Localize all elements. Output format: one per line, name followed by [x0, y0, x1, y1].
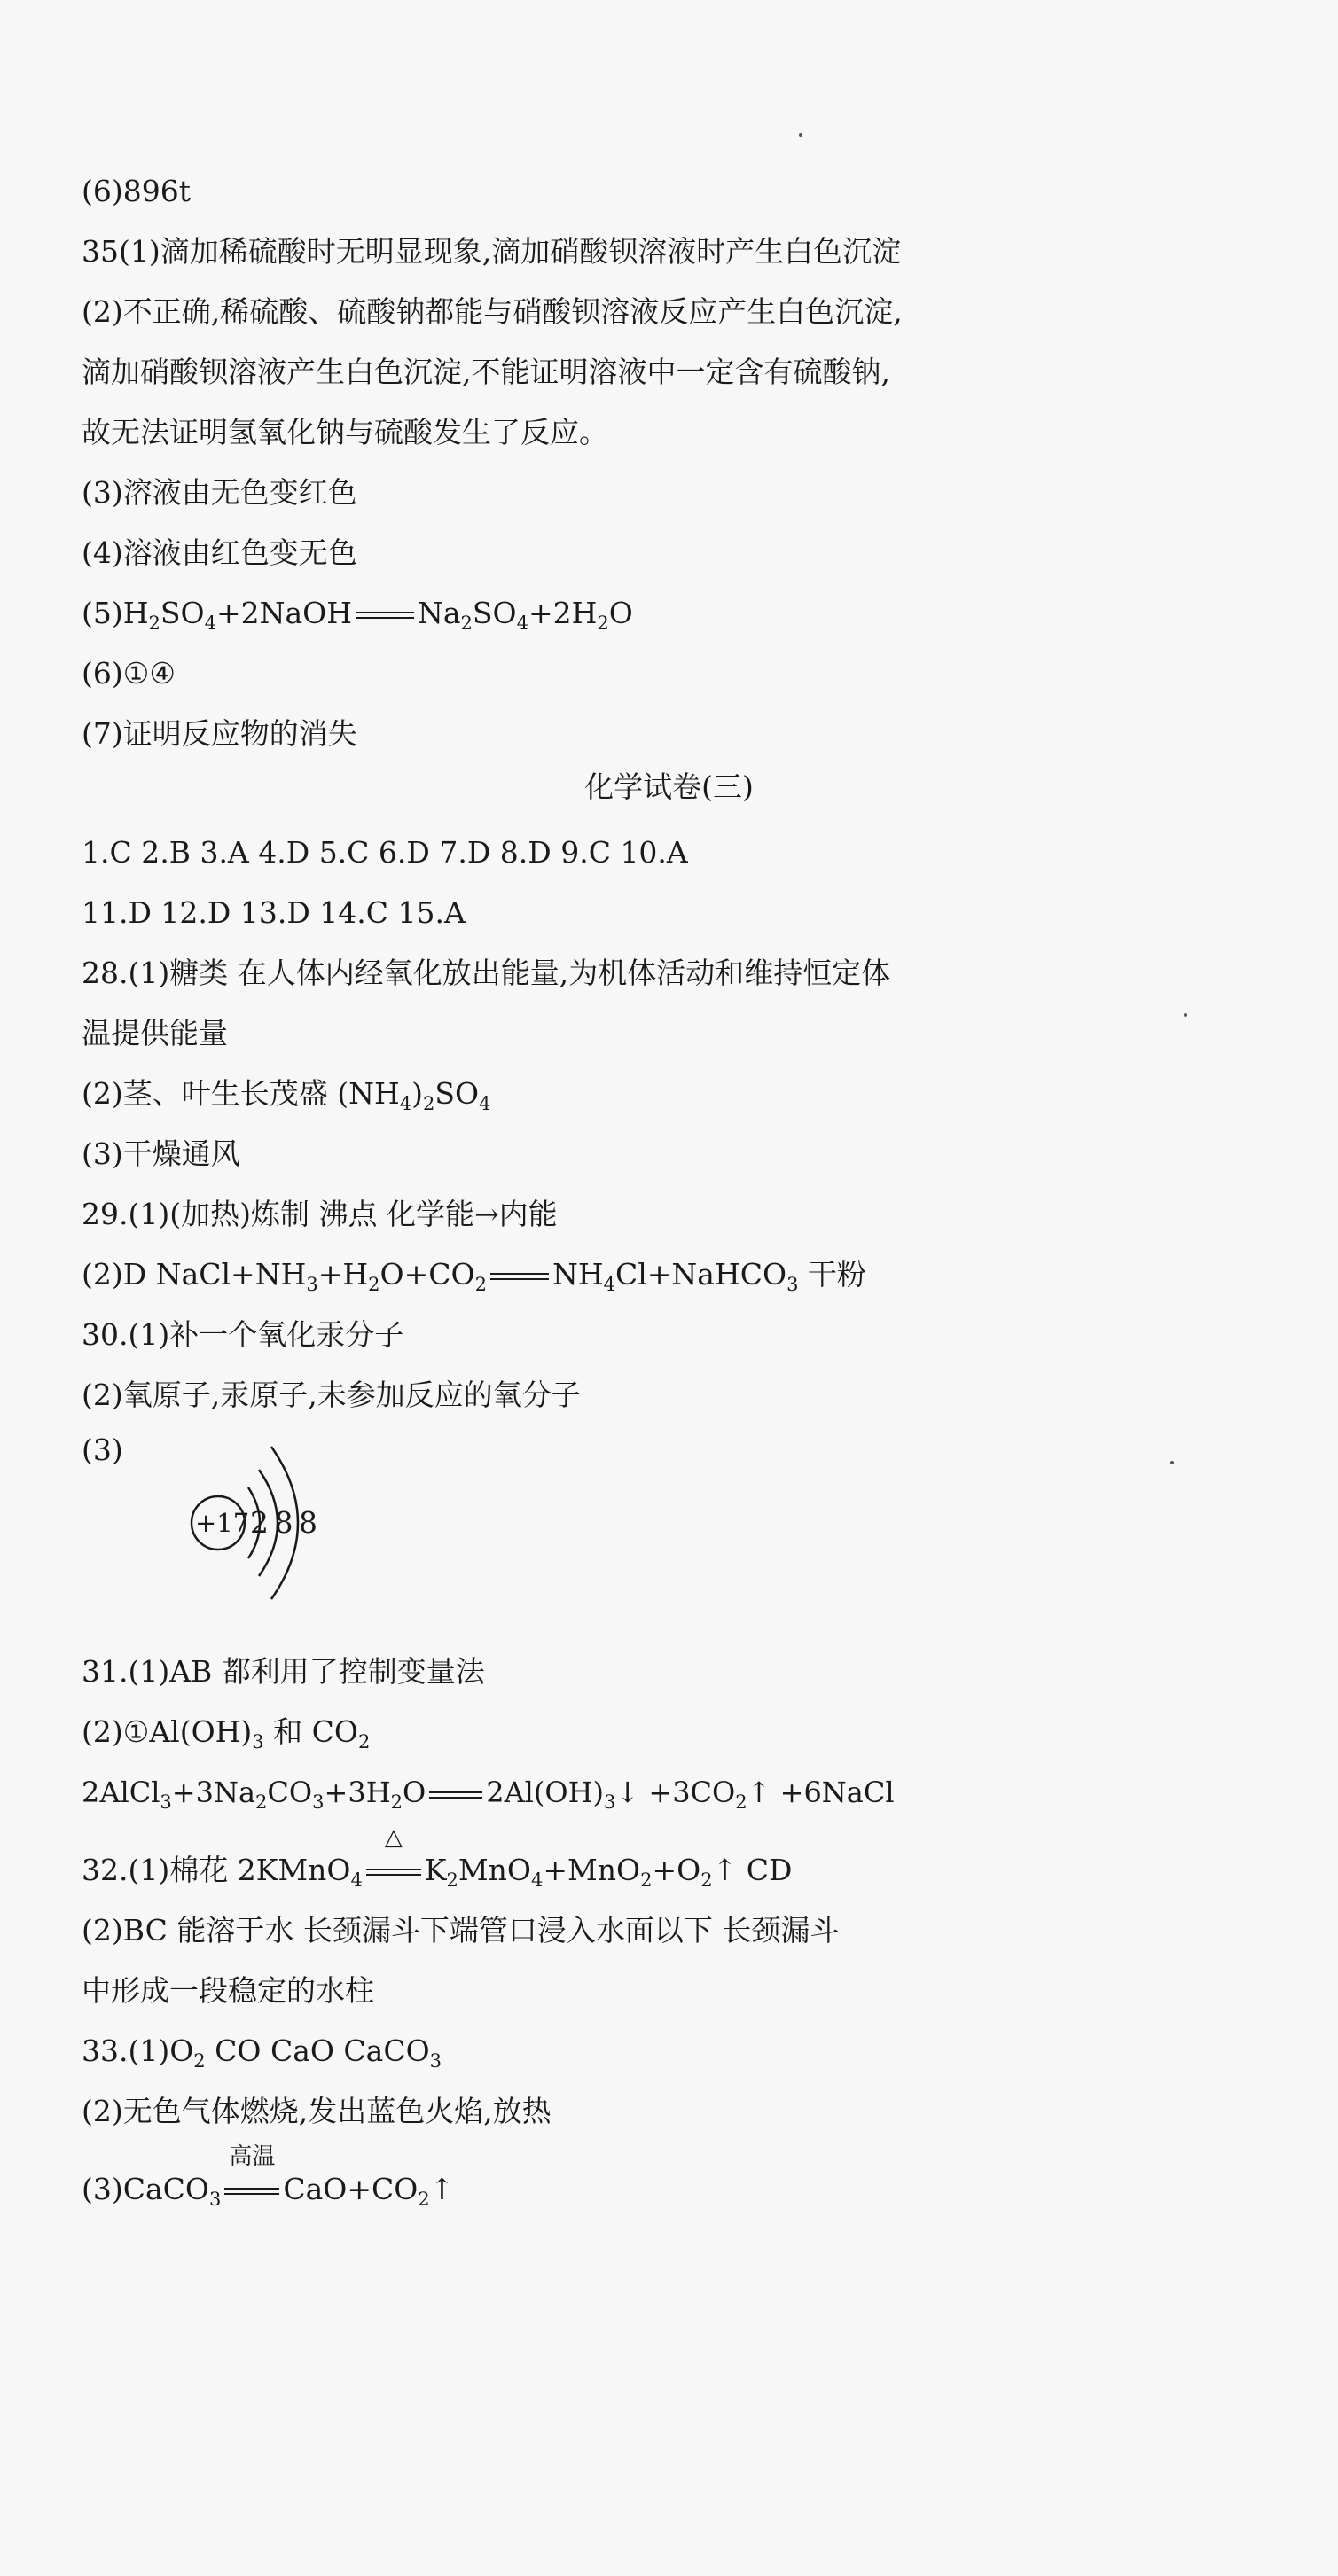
scan-speck — [1184, 1013, 1187, 1017]
equation-line: $(5)H_2SO_4+2NaOH$ $Na_2SO_4+2H_2O$ — [82, 596, 633, 634]
answer-line: (3)溶液由无色变红色 — [82, 475, 357, 510]
answer-line: (3) — [82, 1432, 123, 1467]
answer-line: 1.C 2.B 3.A 4.D 5.C 6.D 7.D 8.D 9.C 10.A — [82, 835, 688, 870]
equation-line: 32.(1)棉花 2KMnO$_4$ △ $K_2MnO_4+MnO_2+O_2↑$ CD — [82, 1824, 793, 1891]
section-title: 化学试卷(三) — [584, 769, 754, 804]
answer-line: 29.(1)(加热)炼制 沸点 化学能→内能 — [82, 1197, 558, 1231]
answer-line: (6)896t — [82, 174, 191, 208]
high-temperature-condition-equals — [221, 2143, 283, 2209]
chlorine-ion-structure-diagram — [186, 1436, 337, 1613]
equation-line: (3)CaCO$_3$ 高温 $CaO+CO_2↑$ — [82, 2143, 455, 2210]
heating-condition-equals — [363, 1824, 425, 1890]
answer-line: 35(1)滴加稀硫酸时无明显现象,滴加硝酸钡溶液时产生白色沉淀 — [82, 234, 902, 269]
answer-line: 11.D 12.D 13.D 14.C 15.A — [82, 895, 466, 930]
nucleus-charge: +17 — [195, 1508, 250, 1538]
equation-line: $33.(1)O_2$ CO CaO CaCO$_3$ — [82, 2033, 442, 2072]
heat-symbol: △ — [384, 1824, 403, 1851]
equation-line: (2)茎、叶生长茂盛 $(NH_4)_2SO_4$ — [82, 1076, 491, 1114]
answer-line: (2)不正确,稀硫酸、硫酸钠都能与硝酸钡溶液反应产生白色沉淀, — [82, 294, 903, 329]
answer-line: 滴加硝酸钡溶液产生白色沉淀,不能证明溶液中一定含有硫酸钠, — [82, 355, 890, 389]
answer-line: (6)①④ — [82, 656, 176, 691]
answer-line: (2)无色气体燃烧,发出蓝色火焰,放热 — [82, 2094, 552, 2128]
electron-counts: 2 8 8 — [250, 1505, 316, 1540]
equation-line: $(2)①Al(OH)_3$ 和 $CO_2$ — [82, 1714, 371, 1752]
answer-line: (2)BC 能溶于水 长颈漏斗下端管口浸入水面以下 长颈漏斗 — [82, 1913, 840, 1948]
equals-sign — [352, 594, 418, 633]
answer-line: (3)干燥通风 — [82, 1136, 240, 1171]
scan-speck — [1170, 1461, 1174, 1464]
answer-line: (7)证明反应物的消失 — [82, 716, 357, 751]
answer-line: 30.(1)补一个氧化汞分子 — [82, 1317, 404, 1352]
answer-line: (4)溶液由红色变无色 — [82, 535, 357, 570]
high-temperature-label: 高温 — [229, 2143, 276, 2170]
answer-line: 温提供能量 — [82, 1016, 228, 1050]
answer-line: 中形成一段稳定的水柱 — [82, 1973, 374, 2008]
answer-line: (2)氧原子,汞原子,未参加反应的氧分子 — [82, 1378, 581, 1412]
answer-line: 28.(1)糖类 在人体内经氧化放出能量,为机体活动和维持恒定体 — [82, 956, 891, 990]
equation-line: $2AlCl_3+3Na_2CO_3+3H_2O$ $2Al(OH)_3↓$ $+3CO_2↑$ +6NaCl — [82, 1773, 895, 1812]
equals-sign — [487, 1255, 552, 1294]
equation-line: (2)D $NaCl+NH_3+H_2O+CO_2$ $NH_4Cl+NaHCO_3$ 干粉 — [82, 1257, 866, 1295]
scan-speck — [799, 133, 802, 137]
answer-line: 故无法证明氢氧化钠与硫酸发生了反应。 — [82, 415, 608, 449]
equals-sign — [426, 1773, 486, 1812]
answer-line: 31.(1)AB 都利用了控制变量法 — [82, 1654, 485, 1689]
